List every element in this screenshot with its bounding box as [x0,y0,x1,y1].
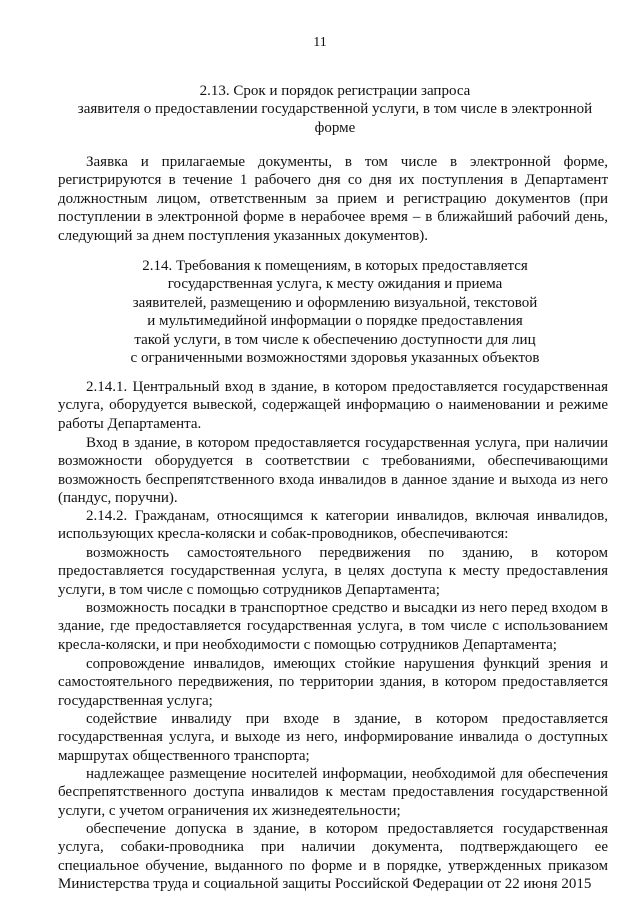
title-line: и мультимедийной информации о порядке предоставления [147,313,523,330]
list-item: надлежащее размещение носителей информации, необходимой для обеспечения беспрепятственного доступа инвалидов к местам предоставления государственной услуги, с учетом ограничения их жизнедеятельности; [58,766,608,819]
list-item: возможность посадки в транспортное средство и высадки из него перед входом в здание, где предоставляется государственная услуга, в том числе с использованием кресла-коляски, и при необходимости с помощью сотрудников Департамента; [58,600,608,653]
paragraph-entrance: Вход в здание, в котором предоставляется государственная услуга, при наличии возможности оборудуется в соответствии с требованиями, обеспечивающими возможность беспрепятственного входа инвалидов в данное здание и выхода из него (пандус, поручни). [58,435,608,507]
paragraph-2-14-1: 2.14.1. Центральный вход в здание, в котором предоставляется государственная услуга, оборудуется вывеской, содержащей информацию о наименовании и режиме работы Департамента. [58,379,608,432]
section-2-13-title [60,82,610,137]
title-line: заявителя о предоставлении государственной услуги, в том числе в электронной [77,101,593,118]
list-item: обеспечение допуска в здание, в котором предоставляется государственная услуга, собаки-проводника при наличии документа, подтверждающего ее специальное обучение, выданного по форме и в порядке, утвержденных приказом Министерства труда и социальной защиты Российской Федерации от 22 июня 2015 [58,821,608,893]
title-line: 2.13. Срок и порядок регистрации запроса [199,83,471,99]
section-2-13-paragraph: Заявка и прилагаемые документы, в том числе в электронной форме, регистрируются в течение 1 рабочего дня со дня их поступления в Департамент должностным лицом, ответственным за прием и регистрацию документов (при поступлении в электронной форме в нерабочее время – в ближайший рабочий день, следующий за днем поступления указанных документов). [58,154,608,244]
list-item: сопровождение инвалидов, имеющих стойкие нарушения функций зрения и самостоятельного передвижения, по территории здания, в котором предоставляется государственная услуга; [58,656,608,709]
title-line: с ограниченными возможностями здоровья указанных объектов [130,350,540,367]
title-line: заявителей, размещению и оформлению визуальной, текстовой [132,294,538,311]
page-number: 11 [313,35,327,50]
paragraph-2-14-2: 2.14.2. Гражданам, относящимся к категории инвалидов, включая инвалидов, использующих кресла-коляски и собак-проводников, обеспечиваются: [58,508,608,543]
title-line: государственная услуга, к месту ожидания и приема [167,276,503,293]
section-2-14-title [100,257,570,367]
list-item: возможность самостоятельного передвижения по зданию, в котором предоставляется государственная услуга, в целях доступа к месту предоставления услуги, в том числе с помощью сотрудников Департамента; [58,545,608,598]
title-line: 2.14. Требования к помещениям, в которых предоставляется [142,258,528,274]
list-item: содействие инвалиду при входе в здание, в котором предоставляется государственная услуга, и выходе из него, информирование инвалида о доступных маршрутах общественного транспорта; [58,711,608,764]
title-line: такой услуги, в том числе к обеспечению доступности для лиц [134,331,536,348]
title-line: форме [314,119,356,136]
